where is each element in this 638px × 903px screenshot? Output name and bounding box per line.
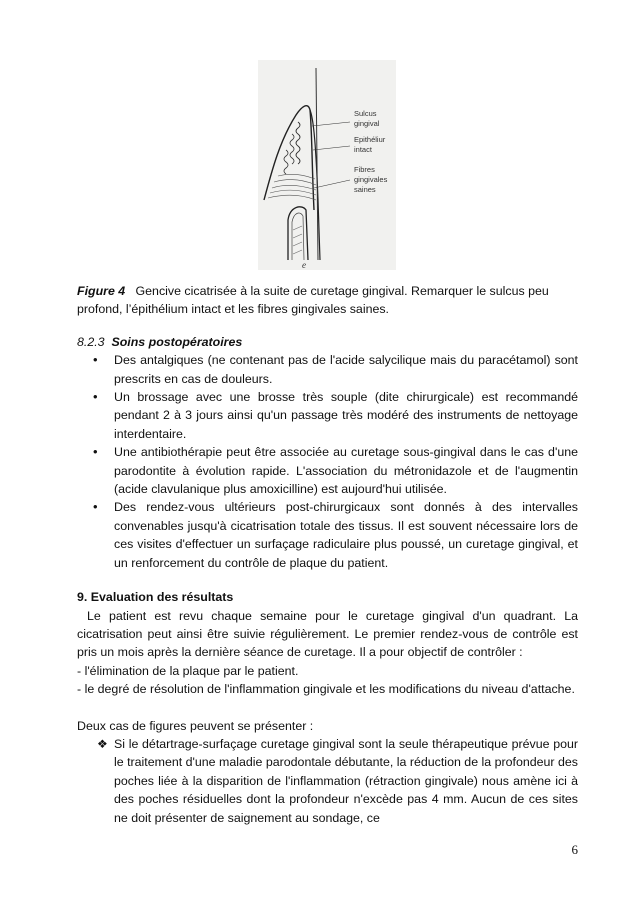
figure-caption-text: Gencive cicatrisée à la suite de curetage gingival. Remarquer le sulcus peu profond, l’épithélium intact et les fibres gingivales saines. bbox=[77, 284, 549, 317]
bullet-icon: • bbox=[93, 444, 98, 460]
bullet-icon: • bbox=[93, 389, 98, 405]
section-9-heading: 9. Evaluation des résultats bbox=[77, 590, 234, 605]
diamond-bullet-icon: ❖ bbox=[97, 736, 108, 751]
section-8-2-3-heading bbox=[77, 333, 578, 351]
section-title: Soins postopératoires bbox=[111, 334, 243, 349]
label-epithelium-1: Epithéliur bbox=[354, 135, 386, 144]
figure-caption-label: Figure 4 bbox=[77, 284, 126, 298]
list-item: • Une antibiothérapie peut être associée au curetage sous-gingival dans le cas d'une parodontite à évolution rapide. L'association du métronidazole et de l'augmentin (acide clavulanique plus amoxicilline) est aujourd'hui utilisée. bbox=[93, 444, 578, 497]
list-item: ❖ Si le détartrage-surfaçage curetage gingival sont la seule thérapeutique prévue pour le traitement d'une maladie parodontale débutante, la réduction de la profondeur des poches liée à la disparition de l'inflammation (rétraction gingivale) nous amène ici à des poches résiduelles dont la profondeur n'excède pas 4 mm. Aucun de ces sites ne doit présenter de saignement au sondage, ce bbox=[97, 736, 578, 825]
postop-care-list bbox=[77, 351, 578, 572]
gingiva-illustration bbox=[258, 60, 396, 270]
control-item-plaque: - l'élimination de la plaque par le patient. bbox=[77, 663, 299, 678]
label-fibres-1: Fibres bbox=[354, 165, 375, 174]
gingiva-figure bbox=[258, 60, 396, 270]
bullet-icon: • bbox=[93, 499, 98, 515]
section-9-paragraph: Le patient est revu chaque semaine pour le curetage gingival d'un quadrant. La cicatrisation peut ainsi être suivie régulièrement. Le premier rendez-vous de contrôle est pris un mois après la dernière séance de curetage. Il a pour objectif de contrôler : bbox=[77, 608, 578, 660]
label-fibres-3: saines bbox=[354, 185, 376, 194]
page-number: 6 bbox=[571, 842, 578, 857]
cases-list bbox=[77, 735, 578, 827]
control-item-inflammation: - le degré de résolution de l'inflammation gingivale et les modifications du niveau d'attache. bbox=[77, 682, 575, 697]
list-item: • Des antalgiques (ne contenant pas de l'acide salycilique mais du paracétamol) sont prescrits en cas de douleurs. bbox=[93, 352, 578, 386]
list-item: • Un brossage avec une brosse très souple (dite chirurgicale) est recommandé pendant 2 à 3 jours ainsi qu'un passage très modéré des instruments de nettoyage interdentaire. bbox=[93, 389, 578, 441]
document-body bbox=[77, 282, 578, 827]
list-item: • Des rendez-vous ultérieurs post-chirurgicaux sont donnés à des intervalles convenables jusqu'à cicatrisation totale des tissus. Il est souvent nécessaire lors de ces visites d'effectuer un surfaçage radiculaire plus poussé, un curetage gingival, et un renforcement du contrôle de plaque du patient. bbox=[93, 499, 578, 570]
label-sulcus-2: gingival bbox=[354, 119, 380, 128]
bullet-icon: • bbox=[93, 352, 98, 368]
cases-intro: Deux cas de figures peuvent se présenter : bbox=[77, 718, 314, 733]
label-sulcus-1: Sulcus bbox=[354, 109, 377, 118]
label-epithelium-2: intact bbox=[354, 145, 372, 154]
section-number: 8.2.3 bbox=[77, 334, 105, 349]
label-fibres-2: gingivales bbox=[354, 175, 388, 184]
figure-letter: e bbox=[302, 260, 306, 270]
figure-caption bbox=[77, 282, 578, 319]
